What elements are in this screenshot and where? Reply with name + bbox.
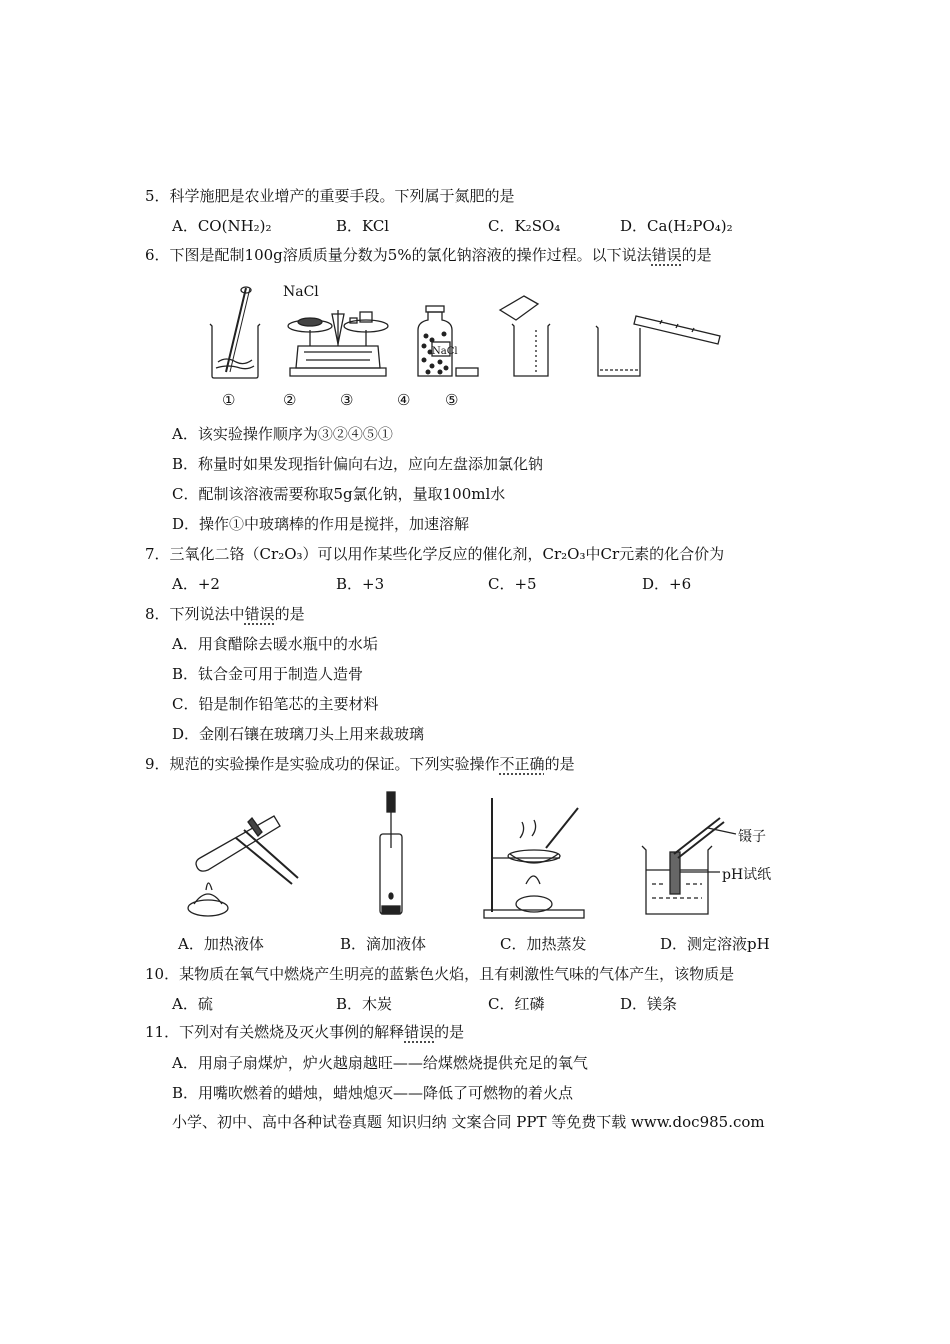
q10-option-b: B．木炭 xyxy=(336,995,393,1013)
q9-stem-post: 的是 xyxy=(544,755,575,773)
q7-option-c: C．+5 xyxy=(488,575,537,593)
q10-option-a: A．硫 xyxy=(172,995,213,1013)
q8-option-a: A．用食醋除去暖水瓶中的水垢 xyxy=(172,635,378,653)
q6-stem-post: 的是 xyxy=(681,246,712,264)
q6-fig-label-2: ② xyxy=(283,391,297,409)
q8-stem xyxy=(145,604,305,624)
q9-option-d: D．测定溶液pH xyxy=(660,935,770,953)
q7-stem: 7．三氧化二铬（Cr₂O₃）可以用作某些化学反应的催化剂，Cr₂O₃中Cr元素的化合价为 xyxy=(145,545,725,563)
q6-option-a: A．该实验操作顺序为③②④⑤① xyxy=(172,425,393,443)
q8-option-d: D．金刚石镶在玻璃刀头上用来裁玻璃 xyxy=(172,725,425,743)
q10-stem: 10．某物质在氧气中燃烧产生明亮的蓝紫色火焰，且有刺激性气味的气体产生，该物质是 xyxy=(145,965,735,983)
q9-fig-ph-label: pH试纸 xyxy=(722,867,772,883)
q6-fig-nacl-label-2: NaCl xyxy=(432,346,458,357)
q6-fig-nacl-label-1: NaCl xyxy=(283,284,319,300)
page-footer: 小学、初中、高中各种试卷真题 知识归纳 文案合同 PPT 等免费下载 www.doc985.com xyxy=(172,1113,765,1131)
q9-figure xyxy=(180,788,780,923)
q9-stem xyxy=(145,754,575,774)
q6-fig-label-4: ④ xyxy=(397,391,411,409)
q6-figure xyxy=(200,280,740,390)
q9-stem-pre: 9．规范的实验操作是实验成功的保证。下列实验操作 xyxy=(145,755,500,773)
q10-option-c: C．红磷 xyxy=(488,995,545,1013)
q11-option-b: B．用嘴吹燃着的蜡烛，蜡烛熄灭——降低了可燃物的着火点 xyxy=(172,1084,574,1102)
q7-option-b: B．+3 xyxy=(336,575,385,593)
q5-stem: 5．科学施肥是农业增产的重要手段。下列属于氮肥的是 xyxy=(145,187,515,205)
q11-stem-post: 的是 xyxy=(434,1023,465,1041)
q9-option-a: A．加热液体 xyxy=(178,935,264,953)
q7-option-d: D．+6 xyxy=(642,575,692,593)
q5-option-d: D．Ca(H₂PO₄)₂ xyxy=(620,217,733,235)
q9-option-c: C．加热蒸发 xyxy=(500,935,587,953)
q8-stem-pre: 8．下列说法中 xyxy=(145,605,245,623)
q10-option-d: D．镁条 xyxy=(620,995,678,1013)
q6-stem-emphasis: 错误 xyxy=(651,246,682,264)
q8-option-c: C．铅是制作铅笔芯的主要材料 xyxy=(172,695,379,713)
q8-option-b: B．钛合金可用于制造人造骨 xyxy=(172,665,364,683)
q11-option-a: A．用扇子扇煤炉，炉火越扇越旺——给煤燃烧提供充足的氧气 xyxy=(172,1054,588,1072)
q6-option-b: B．称量时如果发现指针偏向右边，应向左盘添加氯化钠 xyxy=(172,455,544,473)
q9-option-b: B．滴加液体 xyxy=(340,935,427,953)
q5-option-c: C．K₂SO₄ xyxy=(488,217,561,235)
q9-stem-emphasis: 不正确 xyxy=(499,755,545,773)
q6-stem xyxy=(145,245,712,265)
q5-option-a: A．CO(NH₂)₂ xyxy=(172,217,272,235)
q6-option-d: D．操作①中玻璃棒的作用是搅拌，加速溶解 xyxy=(172,515,470,533)
q6-fig-label-5: ⑤ xyxy=(445,391,459,409)
q6-option-c: C．配制该溶液需要称取5g氯化钠，量取100ml水 xyxy=(172,485,506,503)
q9-fig-tweezers-label: 镊子 xyxy=(738,829,766,845)
q11-stem-emphasis: 错误 xyxy=(404,1023,435,1041)
q7-option-a: A．+2 xyxy=(172,575,220,593)
q5-option-b: B．KCl xyxy=(336,217,390,235)
q11-stem xyxy=(145,1022,464,1042)
q6-stem-pre: 6．下图是配制100g溶质质量分数为5%的氯化钠溶液的操作过程。以下说法 xyxy=(145,246,652,264)
q11-stem-pre: 11．下列对有关燃烧及灭火事例的解释 xyxy=(145,1023,405,1041)
q6-fig-label-1: ① xyxy=(222,391,236,409)
q8-stem-emphasis: 错误 xyxy=(244,605,275,623)
q6-fig-label-3: ③ xyxy=(340,391,354,409)
q8-stem-post: 的是 xyxy=(274,605,305,623)
